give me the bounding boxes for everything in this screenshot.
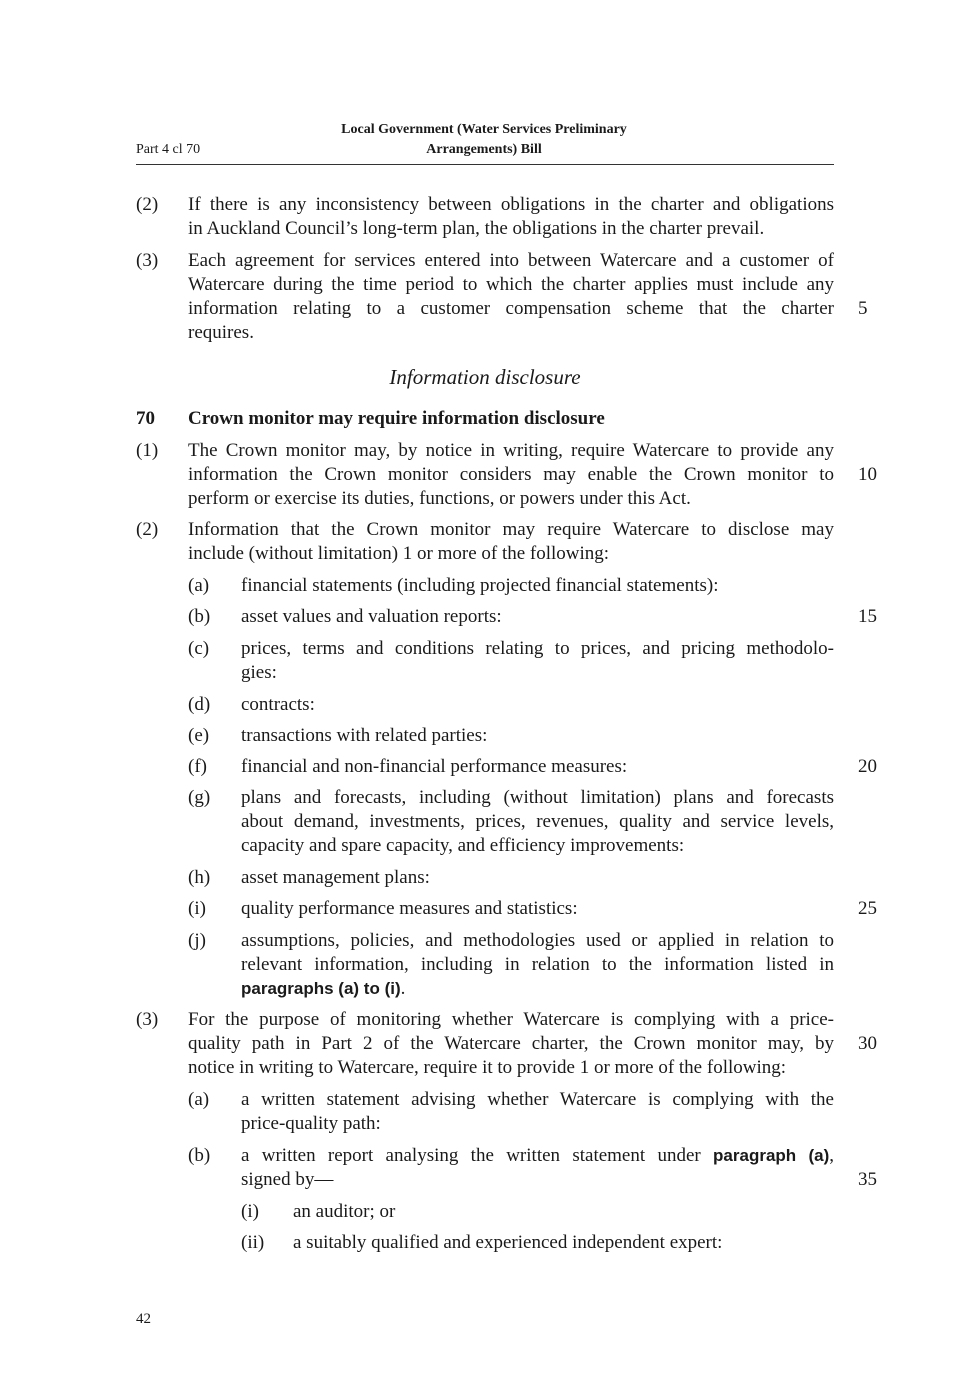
- header-title-line1: Local Government (Water Services Preliminary: [341, 122, 627, 137]
- paragraph-label: (2): [136, 519, 159, 540]
- margin-line-number: 20: [858, 756, 877, 777]
- cross-reference: paragraphs (a) to (i): [241, 979, 401, 998]
- paragraph-line: [241, 1144, 834, 1168]
- paragraph-label: (1): [136, 440, 159, 461]
- clause-number: 70: [136, 408, 155, 429]
- paragraph-line: prices, terms and conditions relating to prices, and pricing methodolo-: [241, 638, 834, 659]
- paragraph-line: gies:: [241, 662, 277, 683]
- section-heading: Information disclosure: [389, 365, 581, 389]
- paragraph-line: financial and non-financial performance measures:: [241, 756, 628, 777]
- paragraph-label: (h): [188, 867, 211, 888]
- clause-title: Crown monitor may require information disclosure: [188, 408, 605, 429]
- paragraph-label: (b): [188, 606, 211, 627]
- paragraph-label: (2): [136, 194, 159, 215]
- paragraph-line: quality path in Part 2 of the Watercare charter, the Crown monitor may, by: [188, 1033, 834, 1054]
- paragraph-label: (d): [188, 694, 211, 715]
- paragraph-line: price-quality path:: [241, 1113, 381, 1134]
- text-run: ,: [829, 1145, 834, 1166]
- paragraph-label: (3): [136, 1009, 159, 1030]
- paragraph-line: financial statements (including projected financial statements):: [241, 575, 719, 596]
- paragraph-line: in Auckland Council’s long-term plan, the obligations in the charter prevail.: [188, 218, 765, 239]
- paragraph-line: If there is any inconsistency between obligations in the charter and obligations: [188, 194, 834, 215]
- paragraph-line: assumptions, policies, and methodologies used or applied in relation to: [241, 930, 834, 951]
- paragraph-label: (e): [188, 725, 210, 746]
- paragraph-line: a written statement advising whether Watercare is complying with the: [241, 1089, 834, 1110]
- paragraph-line: For the purpose of monitoring whether Watercare is complying with a price-: [188, 1009, 834, 1030]
- paragraph-line: signed by—: [241, 1169, 334, 1190]
- text-run: a written report analysing the written statement under: [241, 1145, 714, 1166]
- paragraph-line: The Crown monitor may, by notice in writing, require Watercare to provide any: [188, 440, 834, 461]
- paragraph-line: information relating to a customer compensation scheme that the charter: [188, 298, 834, 319]
- header-rule: [136, 164, 834, 165]
- margin-line-number: 35: [858, 1169, 877, 1190]
- paragraph-line: quality performance measures and statistics:: [241, 898, 578, 919]
- paragraph-label: (i): [241, 1201, 259, 1222]
- page-number: 42: [136, 1311, 151, 1327]
- paragraph-label: (f): [188, 756, 207, 777]
- margin-line-number: 25: [858, 898, 877, 919]
- paragraph-line: Each agreement for services entered into between Watercare and a customer of: [188, 250, 834, 271]
- paragraph-label: (3): [136, 250, 159, 271]
- paragraph-line: relevant information, including in relation to the information listed in: [241, 954, 834, 975]
- paragraph-label: (g): [188, 787, 211, 808]
- paragraph-line: a suitably qualified and experienced independent expert:: [293, 1232, 723, 1253]
- text-run: .: [400, 978, 406, 999]
- paragraph-label: (b): [188, 1145, 211, 1166]
- paragraph-line: Watercare during the time period to which the charter applies must include any: [188, 274, 834, 295]
- cross-reference: paragraph (a): [713, 1146, 830, 1165]
- paragraph-label: (a): [188, 1089, 210, 1110]
- paragraph-label: (ii): [241, 1232, 265, 1253]
- paragraph-line: information the Crown monitor considers may enable the Crown monitor to: [188, 464, 834, 485]
- paragraph-line: asset management plans:: [241, 867, 430, 888]
- margin-line-number: 15: [858, 606, 877, 627]
- paragraph-line: contracts:: [241, 694, 315, 715]
- margin-line-number: 10: [858, 464, 877, 485]
- paragraph-line: about demand, investments, prices, revenues, quality and service levels,: [241, 811, 834, 832]
- paragraph-line: an auditor; or: [293, 1201, 396, 1222]
- paragraph-label: (j): [188, 930, 206, 951]
- paragraph-line: plans and forecasts, including (without limitation) plans and forecasts: [241, 787, 834, 808]
- margin-line-number: 30: [858, 1033, 877, 1054]
- paragraph-line: transactions with related parties:: [241, 725, 488, 746]
- paragraph-line: [241, 977, 834, 1001]
- margin-line-number: 5: [858, 298, 868, 319]
- paragraph-line: asset values and valuation reports:: [241, 606, 502, 627]
- header-part-ref: Part 4 cl 70: [136, 142, 201, 157]
- paragraph-line: requires.: [188, 322, 254, 343]
- paragraph-label: (c): [188, 638, 210, 659]
- paragraph-line: Information that the Crown monitor may require Watercare to disclose may: [188, 519, 834, 540]
- header-title-line2: Arrangements) Bill: [426, 142, 542, 157]
- paragraph-line: perform or exercise its duties, functions, or powers under this Act.: [188, 488, 691, 509]
- paragraph-line: notice in writing to Watercare, require it to provide 1 or more of the following:: [188, 1057, 787, 1078]
- paragraph-label: (a): [188, 575, 210, 596]
- paragraph-label: (i): [188, 898, 206, 919]
- paragraph-line: include (without limitation) 1 or more of the following:: [188, 543, 610, 564]
- paragraph-line: capacity and spare capacity, and efficiency improvements:: [241, 835, 685, 856]
